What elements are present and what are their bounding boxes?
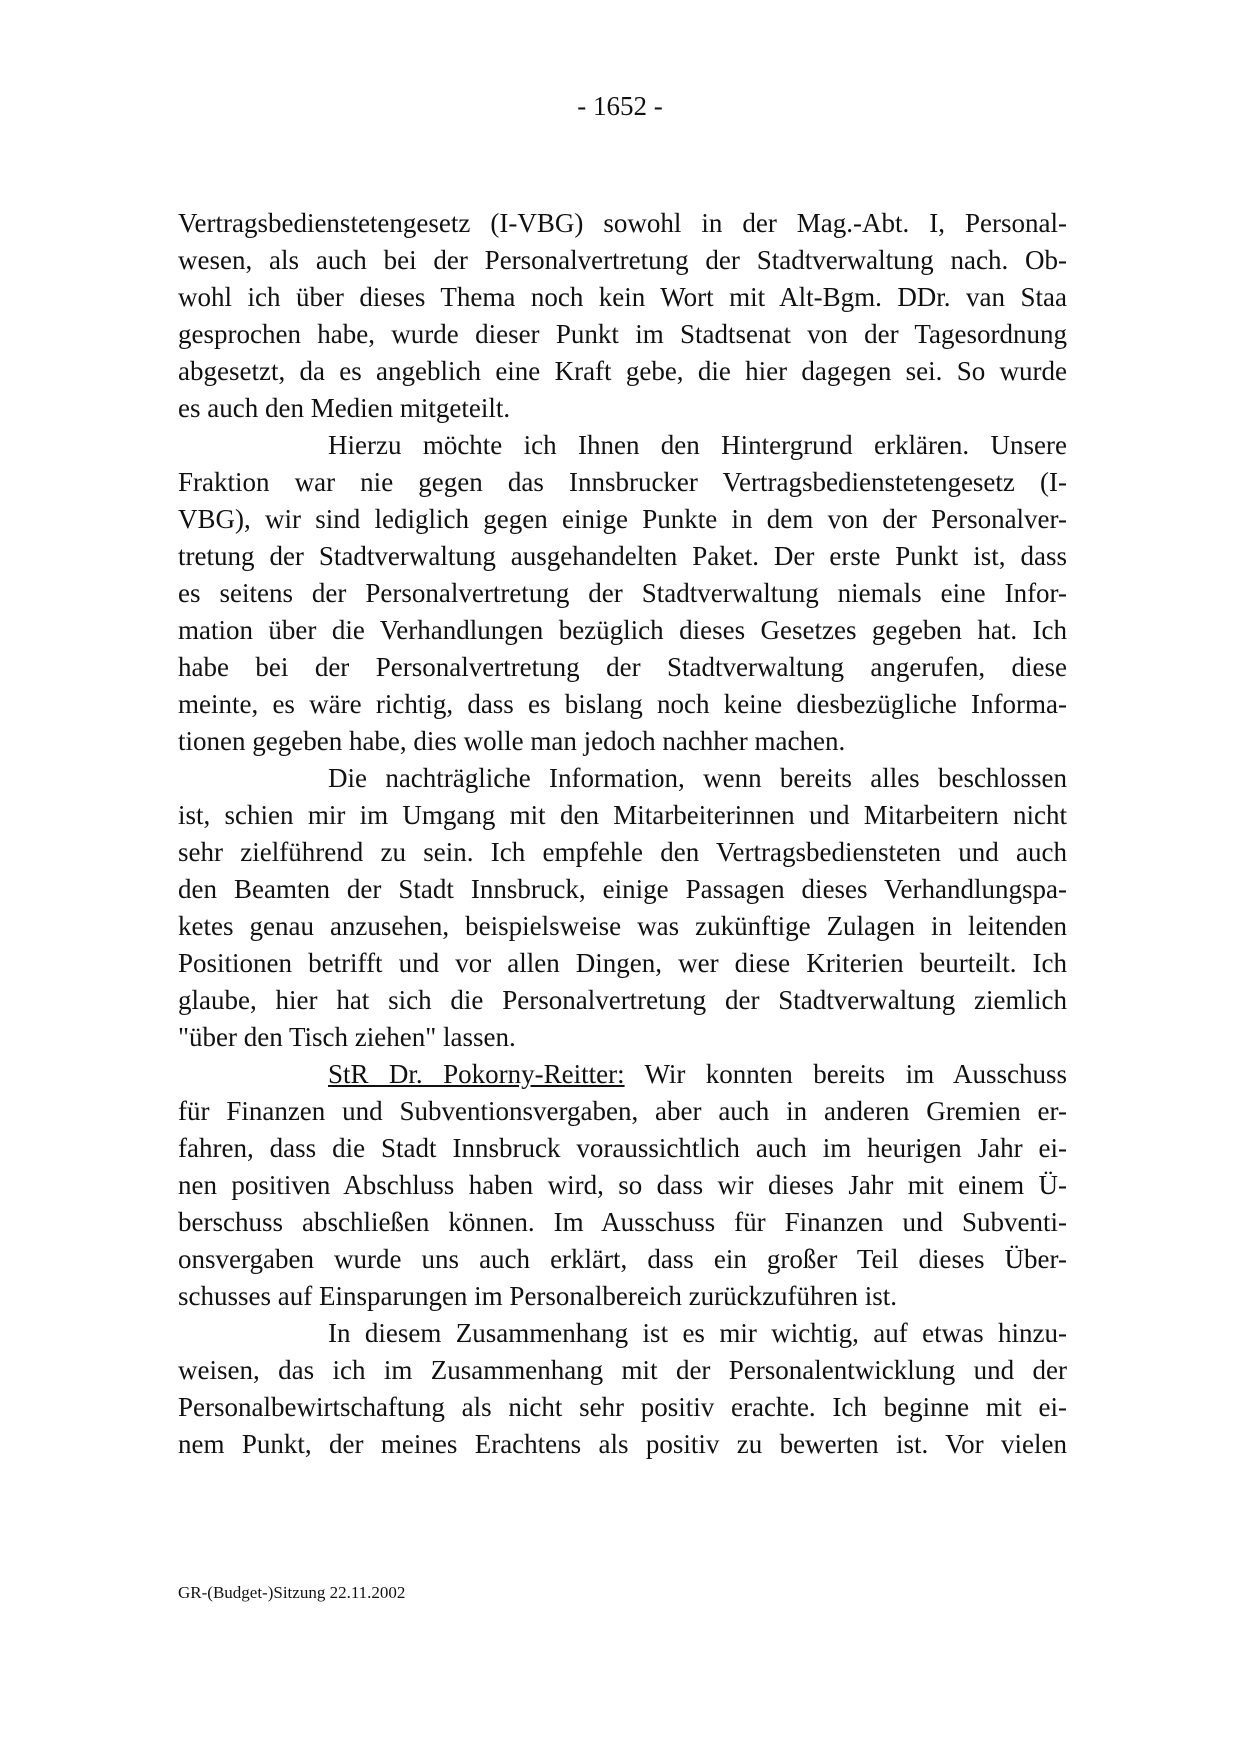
text-line: fahren, dass die Stadt Innsbruck voraussichtlich auch im heurigen Jahr ei- — [178, 1133, 1067, 1163]
footer-session-date: GR-(Budget-)Sitzung 22.11.2002 — [178, 1583, 406, 1602]
paragraph-1 — [178, 205, 1067, 427]
text-line: VBG), wir sind lediglich gegen einige Punkte in dem von der Personalver- — [178, 504, 1067, 534]
text-line: berschuss abschließen können. Im Ausschuss für Finanzen und Subventi- — [178, 1207, 1067, 1237]
text-line: onsvergaben wurde uns auch erklärt, dass ein großer Teil dieses Über- — [178, 1244, 1067, 1274]
text-line: mation über die Verhandlungen bezüglich dieses Gesetzes gegeben hat. Ich — [178, 615, 1067, 645]
text-line: "über den Tisch ziehen" lassen. — [178, 1022, 516, 1052]
text-line: nen positiven Abschluss haben wird, so dass wir dieses Jahr mit einem Ü- — [178, 1170, 1067, 1200]
text-line: Positionen betrifft und vor allen Dingen, wer diese Kriterien beurteilt. Ich — [178, 948, 1067, 978]
text-line: Hierzu möchte ich Ihnen den Hintergrund erklären. Unsere — [328, 430, 1067, 460]
text-line: Personalbewirtschaftung als nicht sehr positiv erachte. Ich beginne mit ei- — [178, 1392, 1067, 1422]
speaker-line-rest: Wir konnten bereits im Ausschuss — [624, 1059, 1068, 1089]
text-line: den Beamten der Stadt Innsbruck, einige Passagen dieses Verhandlungspa- — [178, 874, 1067, 904]
text-line: wesen, als auch bei der Personalvertretung der Stadtverwaltung nach. Ob- — [178, 245, 1067, 275]
text-line: für Finanzen und Subventionsvergaben, aber auch in anderen Gremien er- — [178, 1096, 1067, 1126]
paragraph-4 — [178, 1056, 1067, 1315]
text-line: tionen gegeben habe, dies wolle man jedoch nachher machen. — [178, 726, 846, 756]
text-line: habe bei der Personalvertretung der Stadtverwaltung angerufen, diese — [178, 652, 1067, 682]
text-line: sehr zielführend zu sein. Ich empfehle den Vertragsbediensteten und auch — [178, 837, 1067, 867]
text-line: schusses auf Einsparungen im Personalbereich zurückzuführen ist. — [178, 1281, 898, 1311]
paragraph-2 — [178, 427, 1067, 760]
text-line: weisen, das ich im Zusammenhang mit der Personalentwicklung und der — [178, 1355, 1067, 1385]
speaker-line — [178, 1056, 1067, 1093]
paragraph-3 — [178, 760, 1067, 1056]
text-line: es seitens der Personalvertretung der Stadtverwaltung niemals eine Infor- — [178, 578, 1067, 608]
text-line: In diesem Zusammenhang ist es mir wichtig, auf etwas hinzu- — [328, 1318, 1067, 1348]
text-line: glaube, hier hat sich die Personalvertretung der Stadtverwaltung ziemlich — [178, 985, 1067, 1015]
paragraph-5 — [178, 1315, 1067, 1463]
text-line: meinte, es wäre richtig, dass es bislang noch keine diesbezügliche Informa- — [178, 689, 1067, 719]
text-line: ist, schien mir im Umgang mit den Mitarbeiterinnen und Mitarbeitern nicht — [178, 800, 1067, 830]
text-line: Vertragsbedienstetengesetz (I-VBG) sowohl in der Mag.-Abt. I, Personal- — [178, 208, 1067, 238]
text-line: Fraktion war nie gegen das Innsbrucker Vertragsbedienstetengesetz (I- — [178, 467, 1067, 497]
text-line: es auch den Medien mitgeteilt. — [178, 393, 511, 423]
body-text — [178, 205, 1067, 1463]
speaker-name: StR Dr. Pokorny-Reitter: — [328, 1059, 625, 1089]
text-line: nem Punkt, der meines Erachtens als positiv zu bewerten ist. Vor vielen — [178, 1429, 1067, 1459]
text-line: gesprochen habe, wurde dieser Punkt im Stadtsenat von der Tagesordnung — [178, 319, 1067, 349]
text-line: tretung der Stadtverwaltung ausgehandelten Paket. Der erste Punkt ist, dass — [178, 541, 1067, 571]
text-line: abgesetzt, da es angeblich eine Kraft gebe, die hier dagegen sei. So wurde — [178, 356, 1067, 386]
text-line: wohl ich über dieses Thema noch kein Wort mit Alt-Bgm. DDr. van Staa — [178, 282, 1067, 312]
text-line: ketes genau anzusehen, beispielsweise was zukünftige Zulagen in leitenden — [178, 911, 1067, 941]
page-number: - 1652 - — [577, 91, 663, 121]
text-line: Die nachträgliche Information, wenn bereits alles beschlossen — [328, 763, 1067, 793]
